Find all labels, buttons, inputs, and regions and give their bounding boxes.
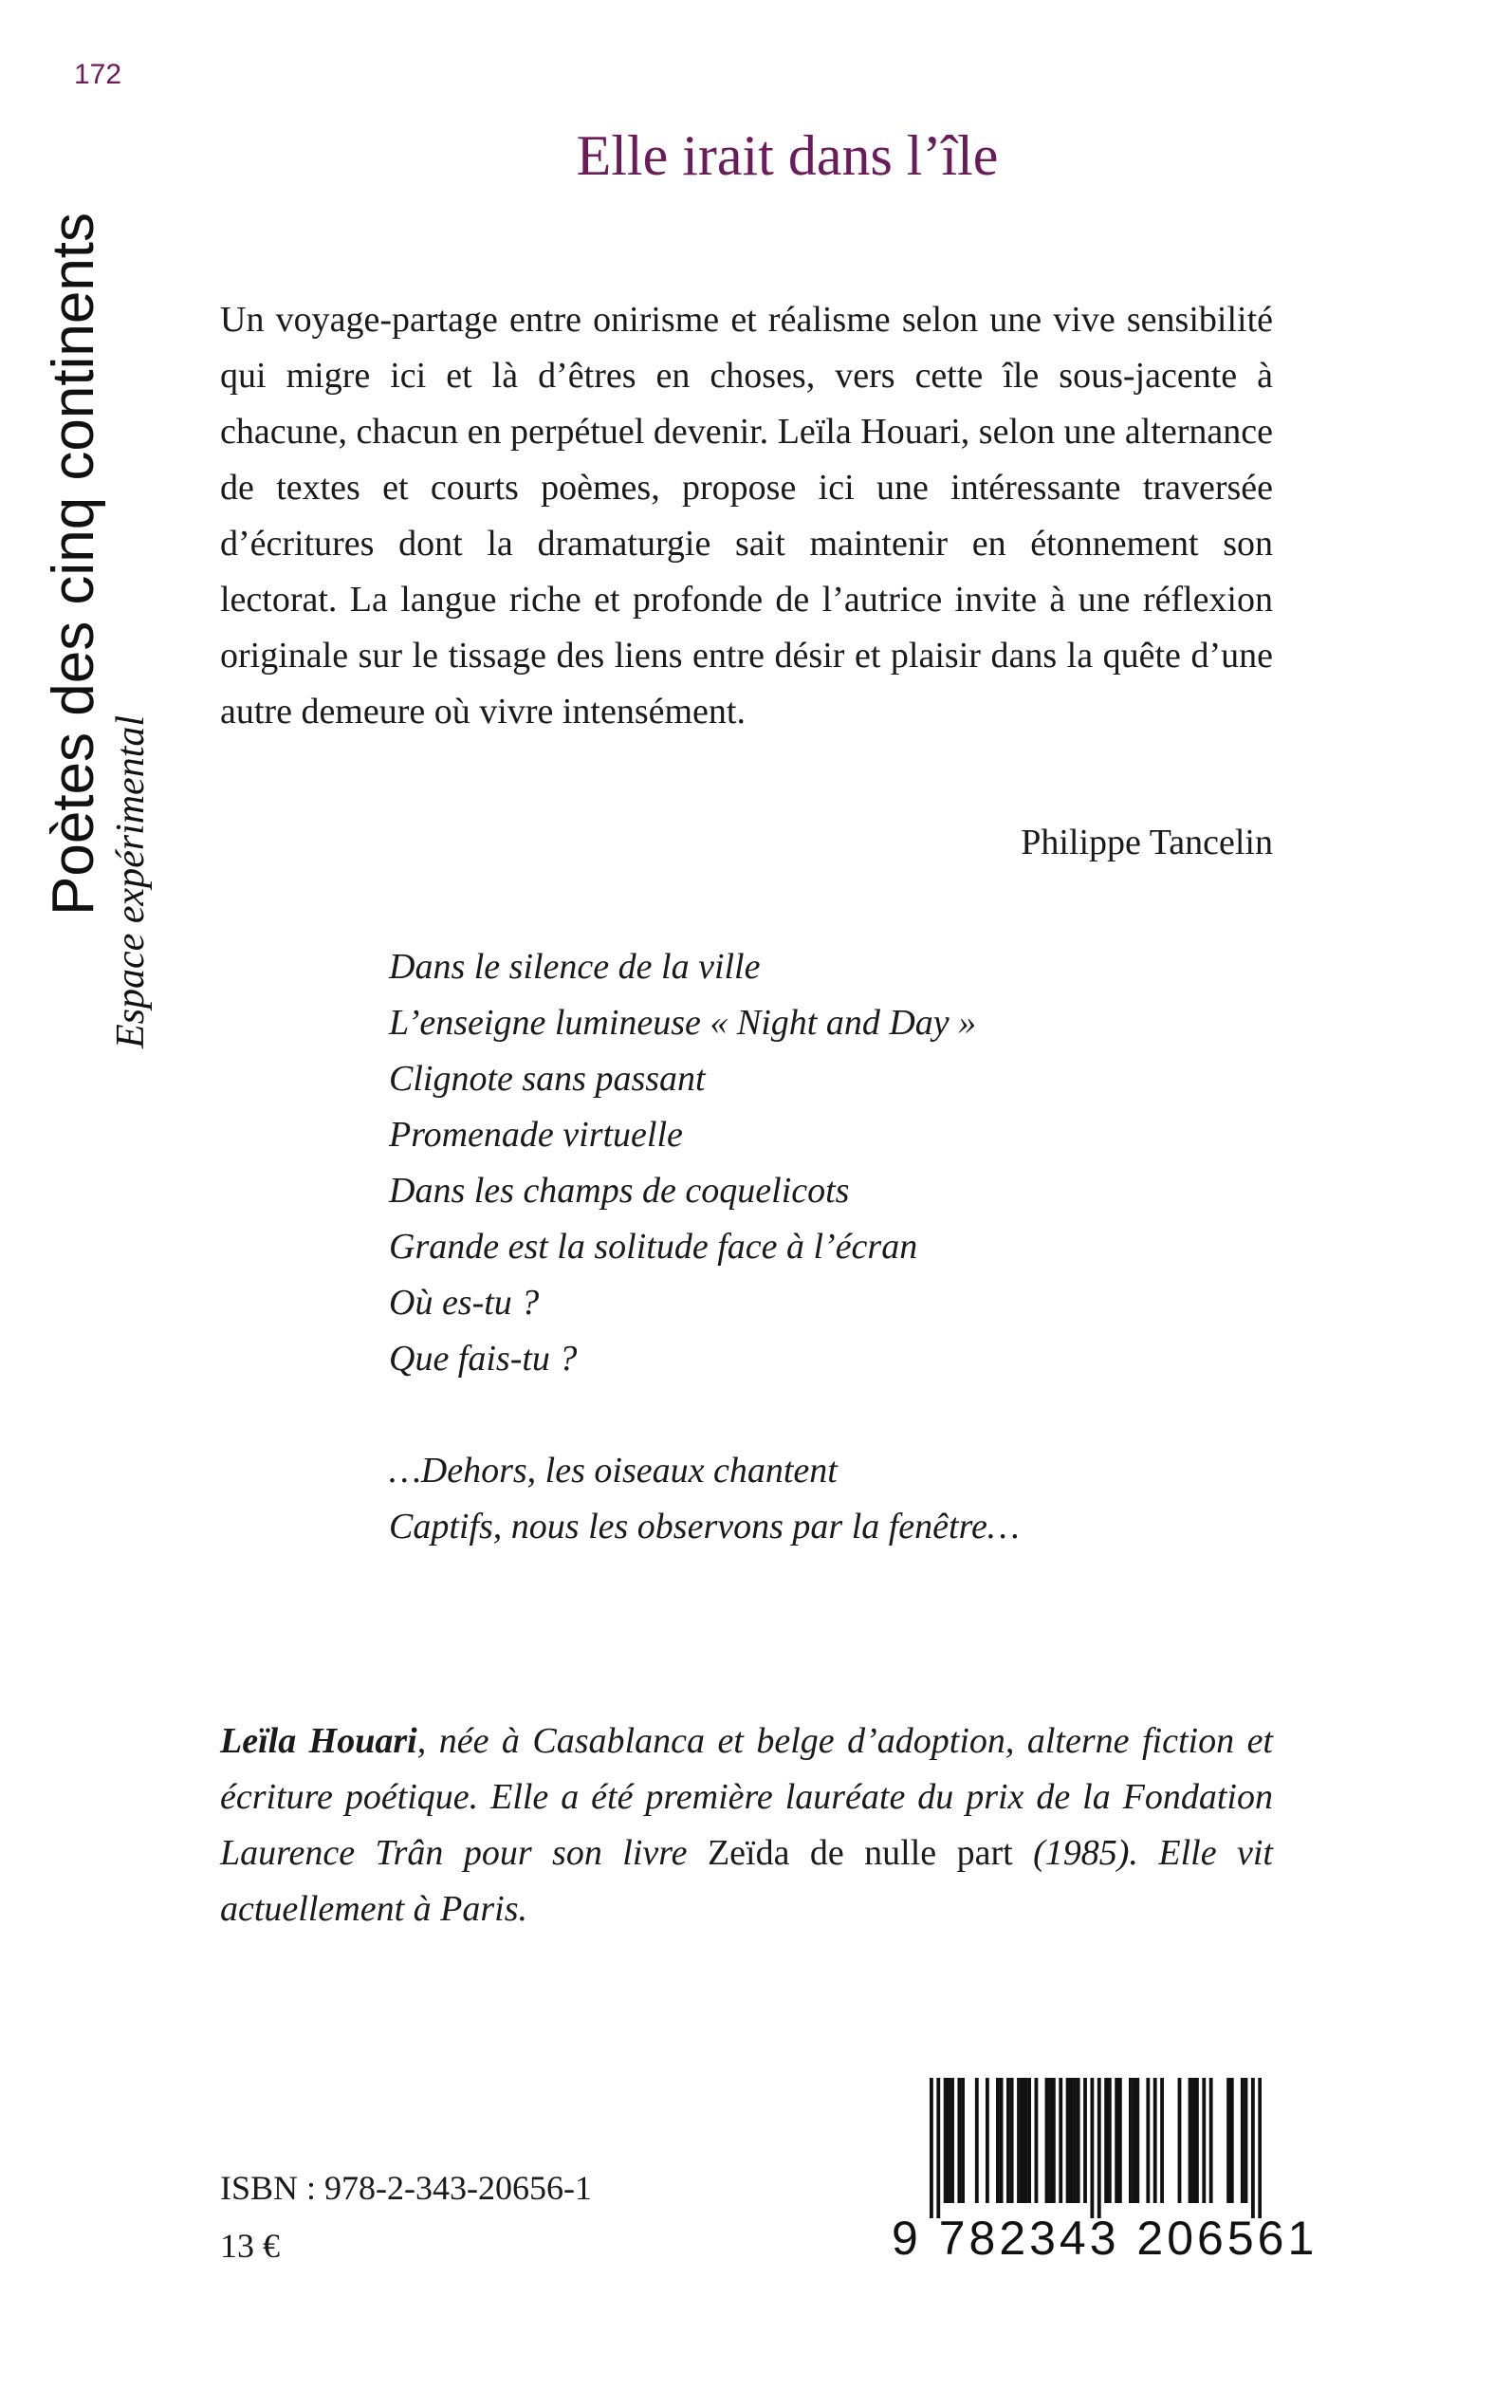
barcode-bar [1048, 2078, 1052, 2203]
poem-line: Promenade virtuelle [389, 1115, 683, 1155]
blurb-author: Philippe Tancelin [1021, 823, 1273, 862]
barcode-bar [1226, 2078, 1230, 2203]
barcode [892, 2078, 1318, 2287]
poem-excerpt [389, 939, 1243, 1555]
barcode-guard-bar [930, 2078, 933, 2218]
poem-line: L’enseigne lumineuse « Night and Day » [389, 1003, 977, 1043]
barcode-bar [996, 2078, 1000, 2203]
barcode-bar [957, 2078, 961, 2203]
barcode-bar [1146, 2078, 1150, 2203]
poem-line: …Dehors, les oiseaux chantent [389, 1451, 838, 1491]
collection-subtitle: Espace expérimental [109, 714, 153, 1048]
bio-text-end: (1985). Elle vit actuellement à Paris. [220, 1833, 1273, 1929]
blurb-text: Un voyage-partage entre onirisme et réalisme selon une vive sensibilité qui migre ici et là d’êtres en choses, vers cette île sous-jacente à chacune, chacun en perpétuel devenir. Leïla Houari, selon une alternance de textes et courts poèmes, propose ici une intéressante traversée d’écritures dont la dramaturgie sait maintenir en étonnement son lectorat. La langue riche et profonde de l’autrice invite à une réflexion originale sur le tissage des liens entre désir et plaisir dans la quête d’une autre demeure où vivre intensément. [220, 300, 1273, 732]
barcode-bar [1230, 2078, 1234, 2203]
barcode-bar [1135, 2078, 1139, 2203]
author-name: Leïla Houari [220, 1721, 417, 1761]
poem-line: Captifs, nous les observons par la fenêtre… [389, 1507, 1020, 1547]
barcode-bar [1006, 2078, 1010, 2203]
barcode-bar [1160, 2078, 1164, 2203]
barcode-bar [1241, 2078, 1245, 2203]
barcode-bar [1035, 2078, 1039, 2203]
barcode-bar [1115, 2078, 1118, 2203]
barcode-bar [944, 2078, 948, 2203]
barcode-bar [986, 2078, 989, 2203]
barcode-bar [1108, 2078, 1112, 2203]
barcode-bar [1021, 2078, 1024, 2203]
barcode-bar [1066, 2078, 1070, 2203]
barcode-bar [1178, 2078, 1182, 2203]
barcode-guard-bar [1097, 2078, 1101, 2218]
poem-line: Dans les champs de coquelicots [389, 1171, 850, 1211]
barcode-guard-bar [1090, 2078, 1094, 2218]
barcode-bar [1027, 2078, 1031, 2203]
bio-book-title: Zeïda de nulle part [707, 1833, 1013, 1873]
barcode-bar [1118, 2078, 1122, 2203]
barcode-bar [1133, 2078, 1136, 2203]
collection-number: 172 [74, 59, 122, 90]
poem-line: Dans le silence de la ville [389, 947, 761, 987]
poem-line: Grande est la solitude face à l’écran [389, 1227, 918, 1267]
barcode-bars [930, 2078, 1262, 2218]
barcode-bar [1052, 2078, 1056, 2203]
barcode-bar [1153, 2078, 1157, 2203]
barcode-bar [1209, 2078, 1213, 2203]
barcode-bar [1069, 2078, 1073, 2203]
collection-title: Poètes des cinq continents [41, 212, 106, 916]
barcode-bar [950, 2078, 954, 2203]
barcode-bar [1045, 2078, 1049, 2203]
author-bio [220, 1713, 1273, 1937]
barcode-bar [1195, 2078, 1199, 2203]
barcode-bar [1191, 2078, 1195, 2203]
stanza-break [389, 1387, 1243, 1443]
bio-text: , née à Casablanca et belge d’adoption, alterne fiction et écriture poétique. Elle a été première lauréate du prix de la Fondation Laurence Trân pour son livre [220, 1721, 1273, 1873]
poem-line: Clignote sans passant [389, 1059, 706, 1099]
barcode-digits: 9 782343 206561 [892, 2212, 1318, 2265]
barcode-guard-bar [936, 2078, 940, 2218]
barcode-bar [1023, 2078, 1027, 2203]
barcode-bar [1202, 2078, 1206, 2203]
barcode-bar [1129, 2078, 1133, 2203]
barcode-bar [975, 2078, 979, 2203]
barcode-bar [1059, 2078, 1062, 2203]
isbn: ISBN : 978-2-343-20656-1 [220, 2169, 592, 2207]
book-title: Elle irait dans l’île [576, 124, 999, 187]
barcode-bar [1077, 2078, 1080, 2203]
barcode-guard-bar [1251, 2078, 1255, 2218]
barcode-bar [1000, 2078, 1004, 2203]
barcode-bar [1083, 2078, 1087, 2203]
barcode-bar [947, 2078, 950, 2203]
barcode-bar [1104, 2078, 1108, 2203]
barcode-bar [1073, 2078, 1077, 2203]
barcode-bar [1017, 2078, 1021, 2203]
barcode-bar [1010, 2078, 1014, 2203]
barcode-guard-bar [1258, 2078, 1262, 2218]
barcode-bar [1245, 2078, 1248, 2203]
barcode-bar [961, 2078, 965, 2203]
poem-line: Où es-tu ? [389, 1283, 540, 1323]
poem-line: Que fais-tu ? [389, 1339, 578, 1379]
price: 13 € [220, 2227, 280, 2265]
barcode-bar [1189, 2078, 1192, 2203]
